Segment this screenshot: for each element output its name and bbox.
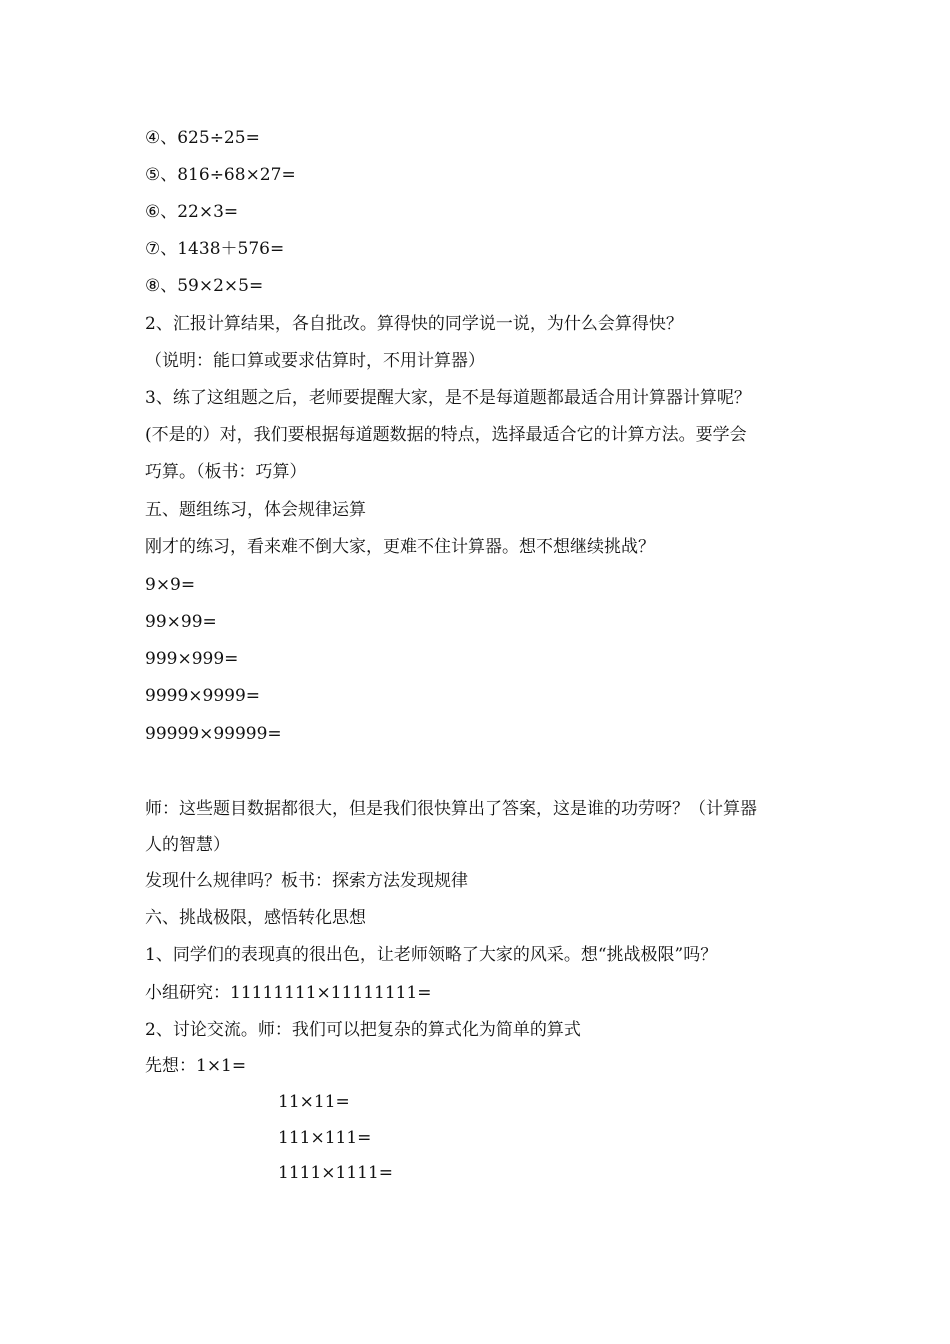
section-heading-6: 六、挑战极限，感悟转化思想	[145, 908, 366, 928]
paragraph-note: （说明：能口算或要求估算时，不用计算器）	[145, 351, 485, 371]
paragraph-reminder-cont: (不是的）对，我们要根据每道题数据的特点，选择最适合它的计算方法。要学会	[145, 425, 747, 445]
expression-11x11: 11×11=	[278, 1092, 350, 1112]
exercise-6: ⑥、22×3=	[145, 202, 239, 222]
exercise-4: ④、625÷25=	[145, 128, 260, 148]
expression-9999x9999: 9999×9999=	[145, 686, 261, 706]
exercise-7: ⑦、1438＋576=	[145, 239, 285, 259]
paragraph-discussion: 2、讨论交流。师：我们可以把复杂的算式化为简单的算式	[145, 1020, 581, 1040]
paragraph-teacher-cont: 人的智慧）	[145, 835, 230, 855]
expression-99999x99999: 99999×99999=	[145, 724, 282, 744]
section-heading-5: 五、题组练习，体会规律运算	[145, 500, 366, 520]
expression-1111x1111: 1111×1111=	[278, 1163, 394, 1183]
exercise-8: ⑧、59×2×5=	[145, 276, 264, 296]
expression-9x9: 9×9=	[145, 575, 196, 595]
paragraph-reminder-end: 巧算。（板书：巧算）	[145, 462, 307, 482]
paragraph-teacher: 师：这些题目数据都很大，但是我们很快算出了答案，这是谁的功劳呀？（计算器	[145, 799, 757, 819]
expression-999x999: 999×999=	[145, 649, 239, 669]
expression-99x99: 99×99=	[145, 612, 217, 632]
paragraph-limit: 1、同学们的表现真的很出色，让老师领略了大家的风采。想“挑战极限”吗？	[145, 945, 718, 965]
expression-111x111: 111×111=	[278, 1128, 372, 1148]
paragraph-challenge: 刚才的练习，看来难不倒大家，更难不住计算器。想不想继续挑战？	[145, 537, 655, 557]
paragraph-report: 2、汇报计算结果，各自批改。算得快的同学说一说，为什么会算得快？	[145, 314, 683, 334]
exercise-5: ⑤、816÷68×27=	[145, 165, 296, 185]
paragraph-group-study: 小组研究：11111111×11111111=	[145, 983, 432, 1003]
expression-1x1: 先想：1×1=	[145, 1056, 247, 1076]
paragraph-pattern: 发现什么规律吗？板书：探索方法发现规律	[145, 871, 468, 891]
paragraph-reminder: 3、练了这组题之后，老师要提醒大家，是不是每道题都最适合用计算器计算呢？	[145, 388, 751, 408]
